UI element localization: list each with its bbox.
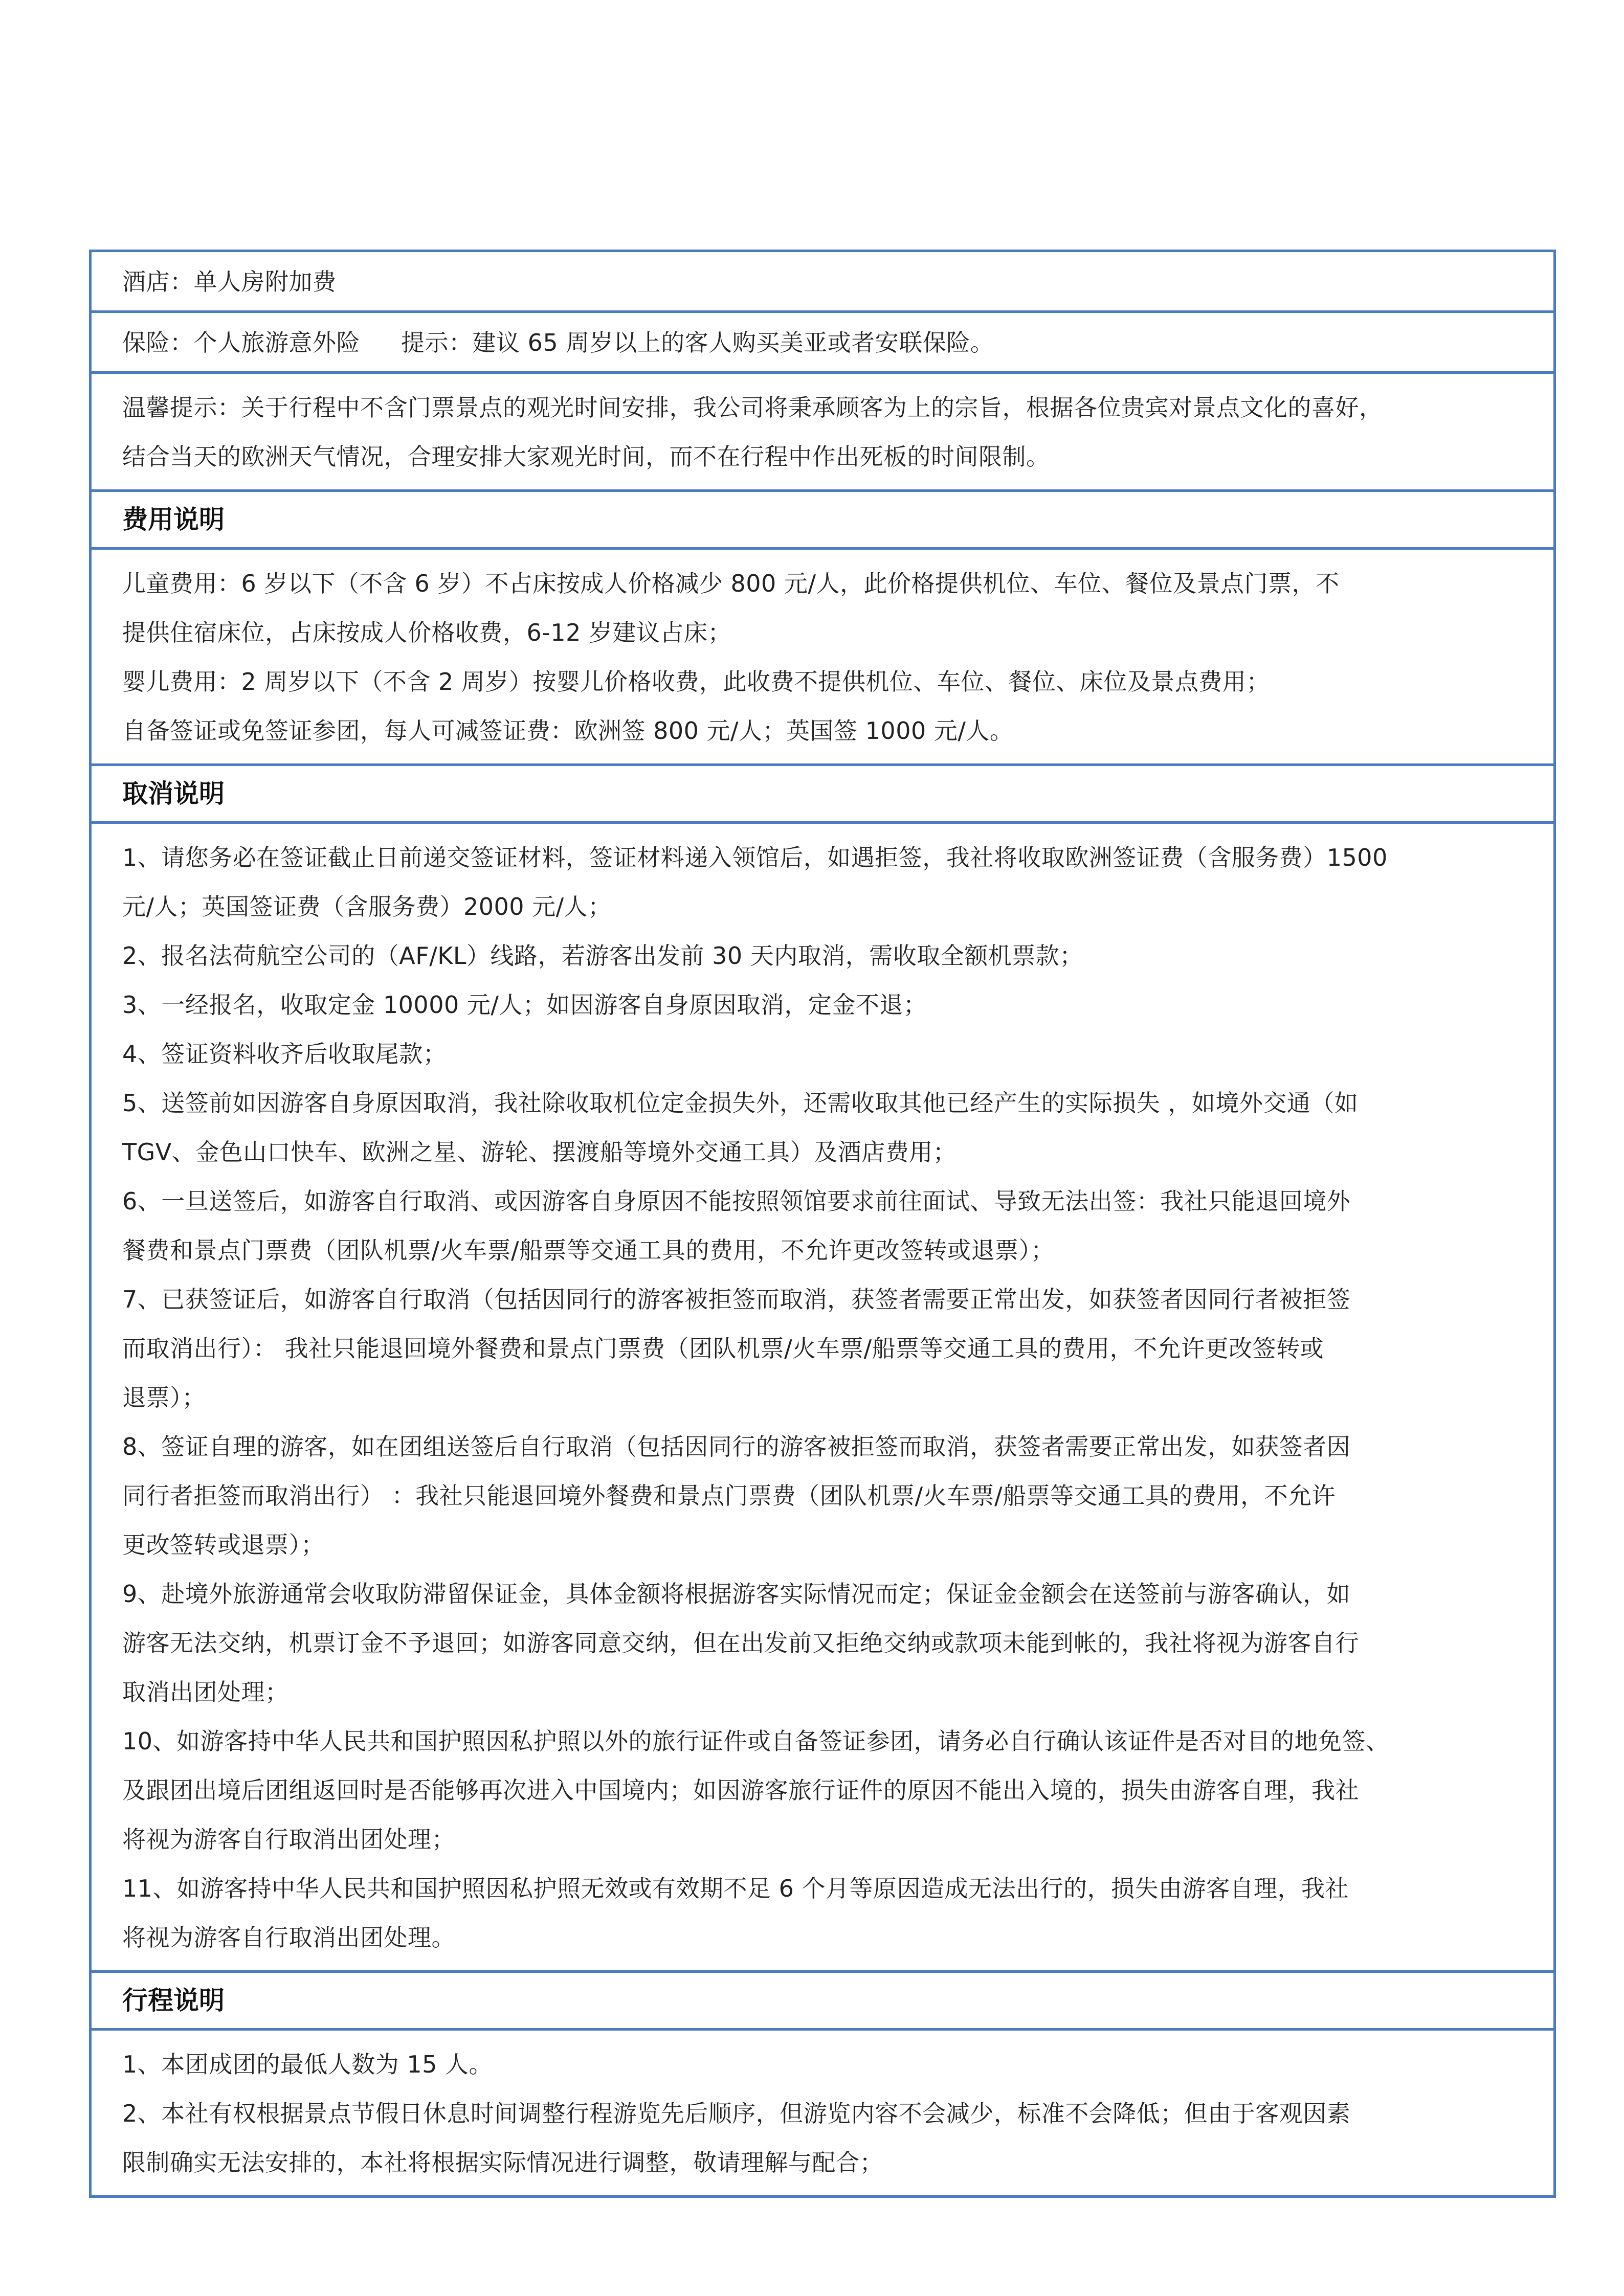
cancel-line: 取消出团处理；: [122, 1678, 289, 1706]
itinerary-heading-row: [92, 1973, 1553, 2031]
cancel-line: 4、签证资料收齐后收取尾款；: [122, 1040, 447, 1068]
cancel-line: 5、送签前如因游客自身原因取消，我社除收取机位定金损失外，还需收取其他已经产生的实际损失 ，如境外交通（如: [122, 1089, 1359, 1117]
fees-line: 儿童费用：6 岁以下（不含 6 岁）不占床按成人价格减少 800 元/人，此价格提供机位、车位、餐位及景点门票，不: [122, 570, 1340, 597]
fees-line: 婴儿费用：2 周岁以下（不含 2 周岁）按婴儿价格收费，此收费不提供机位、车位、餐位、床位及景点费用；: [122, 668, 1270, 695]
insurance-label: 保险：个人旅游意外险: [122, 329, 360, 356]
hotel-row: [92, 252, 1553, 313]
info-table: [89, 250, 1556, 2198]
tip-row: [92, 374, 1553, 492]
tip-line: 温馨提示：关于行程中不含门票景点的观光时间安排，我公司将秉承顾客为上的宗旨，根据各位贵宾对景点文化的喜好，: [122, 394, 1383, 421]
cancel-line: 8、签证自理的游客，如在团组送签后自行取消（包括因同行的游客被拒签而取消，获签者需要正常出发，如获签者因: [122, 1433, 1351, 1460]
cancel-heading-row: [92, 766, 1553, 824]
cancel-line: 2、报名法荷航空公司的（AF/KL）线路，若游客出发前 30 天内取消，需收取全额机票款；: [122, 942, 1083, 970]
itinerary-line: 2、本社有权根据景点节假日休息时间调整行程游览先后顺序，但游览内容不会减少，标准不会降低；但由于客观因素: [122, 2100, 1351, 2127]
insurance-text: [122, 322, 1523, 363]
cancel-line: 更改签转或退票）；: [122, 1531, 325, 1559]
cancel-line: 将视为游客自行取消出团处理；: [122, 1826, 455, 1853]
itinerary-line: 限制确实无法安排的，本社将根据实际情况进行调整，敬请理解与配合；: [122, 2149, 883, 2176]
cancel-line: 退票）；: [122, 1384, 206, 1411]
cancel-line: 11、如游客持中华人民共和国护照因私护照无效或有效期不足 6 个月等原因造成无法出行的，损失由游客自理，我社: [122, 1875, 1349, 1902]
cancel-line: TGV、金色山口快车、欧洲之星、游轮、摆渡船等境外交通工具）及酒店费用；: [122, 1138, 957, 1166]
fees-heading-row: [92, 492, 1553, 550]
cancel-heading: 取消说明: [122, 779, 225, 808]
cancel-line: 1、请您务必在签证截止日前递交签证材料，签证材料递入领馆后，如遇拒签，我社将收取欧洲签证费（含服务费）1500: [122, 844, 1388, 871]
fees-line: 提供住宿床位，占床按成人价格收费，6-12 岁建议占床；: [122, 619, 732, 646]
cancel-line: 3、一经报名，收取定金 10000 元/人；如因游客自身原因取消，定金不退；: [122, 991, 927, 1019]
fees-body-row: [92, 550, 1553, 766]
itinerary-heading: 行程说明: [122, 1986, 225, 2015]
cancel-line: 同行者拒签而取消出行） ：我社只能退回境外餐费和景点门票费（团队机票/火车票/船票等交通工具的费用，不允许: [122, 1482, 1336, 1510]
cancel-line: 元/人；英国签证费（含服务费）2000 元/人；: [122, 893, 612, 920]
cancel-line: 而取消出行）： 我社只能退回境外餐费和景点门票费（团队机票/火车票/船票等交通工具的费用，不允许更改签转或: [122, 1335, 1324, 1362]
itinerary-body-row: [92, 2031, 1553, 2195]
insurance-tip: 提示：建议 65 周岁以上的客人购买美亚或者安联保险。: [401, 329, 994, 356]
cancel-line: 6、一旦送签后，如游客自行取消、或因游客自身原因不能按照领馆要求前往面试、导致无法出签：我社只能退回境外: [122, 1187, 1351, 1215]
hotel-text: 酒店：单人房附加费: [122, 268, 337, 296]
cancel-line: 及跟团出境后团组返回时是否能够再次进入中国境内；如因游客旅行证件的原因不能出入境的，损失由游客自理，我社: [122, 1776, 1359, 1804]
cancel-line: 餐费和景点门票费（团队机票/火车票/船票等交通工具的费用，不允许更改签转或退票）；: [122, 1236, 1055, 1264]
itinerary-line: 1、本团成团的最低人数为 15 人。: [122, 2051, 493, 2078]
fees-line: 自备签证或免签证参团，每人可减签证费：欧洲签 800 元/人；英国签 1000 元/人。: [122, 717, 1014, 745]
insurance-row: [92, 313, 1553, 374]
cancel-line: 10、如游客持中华人民共和国护照因私护照以外的旅行证件或自备签证参团，请务必自行确认该证件是否对目的地免签、: [122, 1727, 1390, 1755]
cancel-line: 将视为游客自行取消出团处理。: [122, 1924, 455, 1951]
cancel-line: 9、赴境外旅游通常会收取防滞留保证金，具体金额将根据游客实际情况而定；保证金金额会在送签前与游客确认，如: [122, 1580, 1351, 1608]
cancel-line: 游客无法交纳，机票订金不予退回；如游客同意交纳，但在出发前又拒绝交纳或款项未能到帐的，我社将视为游客自行: [122, 1629, 1359, 1657]
cancel-body-row: [92, 824, 1553, 1973]
cancel-line: 7、已获签证后，如游客自行取消（包括因同行的游客被拒签而取消，获签者需要正常出发，如获签者因同行者被拒签: [122, 1286, 1351, 1313]
tip-line: 结合当天的欧洲天气情况，合理安排大家观光时间，而不在行程中作出死板的时间限制。: [122, 443, 1050, 470]
fees-heading: 费用说明: [122, 505, 225, 534]
